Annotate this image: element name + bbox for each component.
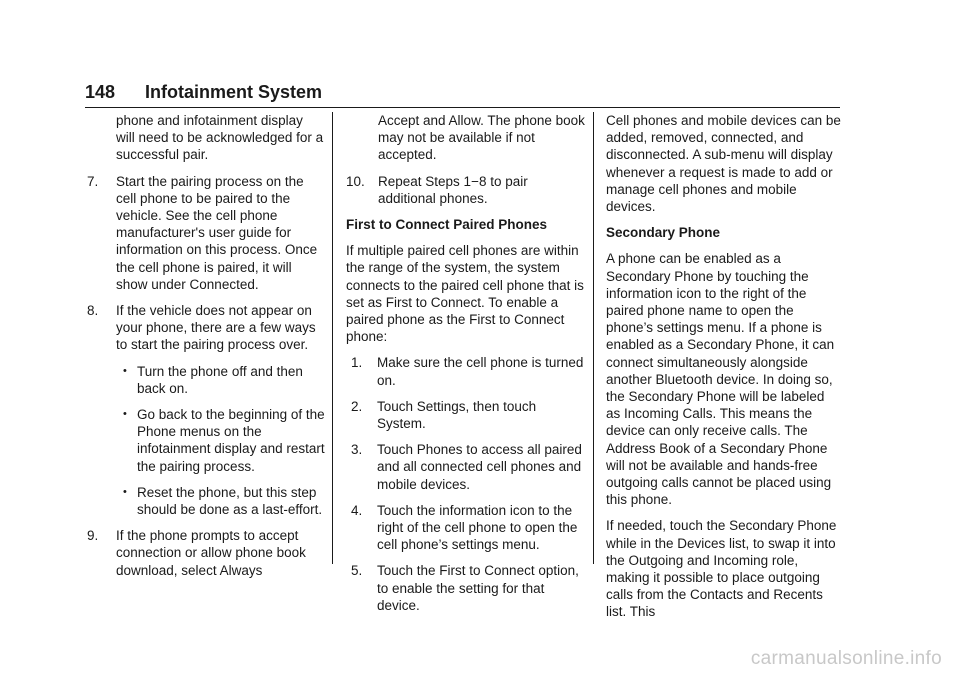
step-1 xyxy=(346,354,586,388)
step-number: 5. xyxy=(351,563,363,579)
page-number: 148 xyxy=(85,82,116,102)
step-text: Touch Phones to access all paired and all connected cell phones and mobile devices. xyxy=(377,442,582,492)
subsection-heading: First to Connect Paired Phones xyxy=(346,217,548,233)
step-text: Touch the First to Connect option, to enable the setting for that device. xyxy=(377,563,579,613)
page-header xyxy=(85,80,840,108)
step-text: Start the pairing process on the cell phone to be paired to the vehicle. See the cell phone manufacturer's user guide for information on this process. Once the cell phone is paired, it will show under Connected. xyxy=(116,173,318,292)
step-7 xyxy=(85,173,325,293)
intro-paragraph: If multiple paired cell phones are within the range of the system, the system connects to the paired cell phone that is set as First to Connect. To enable a paired phone as the First to Connect phone: xyxy=(346,243,584,345)
step-9 xyxy=(85,527,325,579)
bullet-text: Go back to the beginning of the Phone menus on the infotainment display and restart the pairing process. xyxy=(137,407,325,474)
step-number: 8. xyxy=(87,303,99,319)
bullet-item xyxy=(85,406,325,475)
continued-text: phone and infotainment display will need to be acknowledged for a successful pair. xyxy=(116,113,324,163)
step-number: 1. xyxy=(351,355,363,371)
step-number: 3. xyxy=(351,442,363,458)
column-divider xyxy=(593,112,594,564)
bullet-text: Reset the phone, but this step should be done as a last-effort. xyxy=(137,484,323,518)
step-number: 7. xyxy=(87,173,99,189)
step-text: Repeat Steps 1−8 to pair additional phones. xyxy=(378,173,528,206)
step-text: If the vehicle does not appear on your phone, there are a few ways to start the pairing process over. xyxy=(116,303,316,353)
body-paragraph: If needed, touch the Secondary Phone while in the Devices list, to swap it into the Outgoing and Incoming role, making it possible to place outgoing calls from the Contacts and Recents list. This xyxy=(606,518,837,620)
step-number: 4. xyxy=(351,502,363,518)
bullet-icon: • xyxy=(123,408,127,421)
intro-paragraph: Cell phones and mobile devices can be added, removed, connected, and disconnected. A sub-menu will display whenever a request is made to add or manage cell phones and mobile devices. xyxy=(606,113,841,215)
step-text: Make sure the cell phone is turned on. xyxy=(377,355,584,388)
step-number: 2. xyxy=(351,398,363,414)
step-5 xyxy=(346,562,586,614)
bullet-icon: • xyxy=(123,485,127,498)
step-8 xyxy=(85,302,325,354)
section-title: Infotainment System xyxy=(145,82,323,102)
step-number: 9. xyxy=(87,528,99,544)
step-text: Touch the information icon to the right of the cell phone to open the cell phone’s settings menu. xyxy=(377,502,578,553)
step-4 xyxy=(346,502,586,554)
bullet-text: Turn the phone off and then back on. xyxy=(137,363,303,396)
bullet-item xyxy=(85,363,325,397)
step-3 xyxy=(346,441,586,493)
step-10 xyxy=(346,173,586,207)
body-paragraph: A phone can be enabled as a Secondary Phone by touching the information icon to the right of the paired phone name to open the phone’s settings menu. If a phone is enabled as a Secondary Phone, it can connect simultaneously alongside another Bluetooth device. In doing so, the Secondary Phone will be labeled as Incoming Calls. This means the device can only receive calls. The Address Book of a Secondary Phone will not be available and hands-free outgoing calls cannot be placed using this phone. xyxy=(606,251,835,508)
bullet-item xyxy=(85,484,325,518)
column-3 xyxy=(606,112,842,630)
step-text: Touch Settings, then touch System. xyxy=(377,398,537,432)
column-1 xyxy=(85,112,325,588)
column-2 xyxy=(346,112,586,623)
subsection-heading: Secondary Phone xyxy=(606,225,721,241)
watermark-text: carmanualsonline.info xyxy=(750,648,942,669)
column-divider xyxy=(332,112,333,564)
step-2 xyxy=(346,398,586,432)
bullet-icon: • xyxy=(123,364,127,377)
step-text: If the phone prompts to accept connection or allow phone book download, select Always xyxy=(116,528,306,578)
step-number: 10. xyxy=(346,173,365,189)
continued-text: Accept and Allow. The phone book may not be available if not accepted. xyxy=(378,113,585,163)
